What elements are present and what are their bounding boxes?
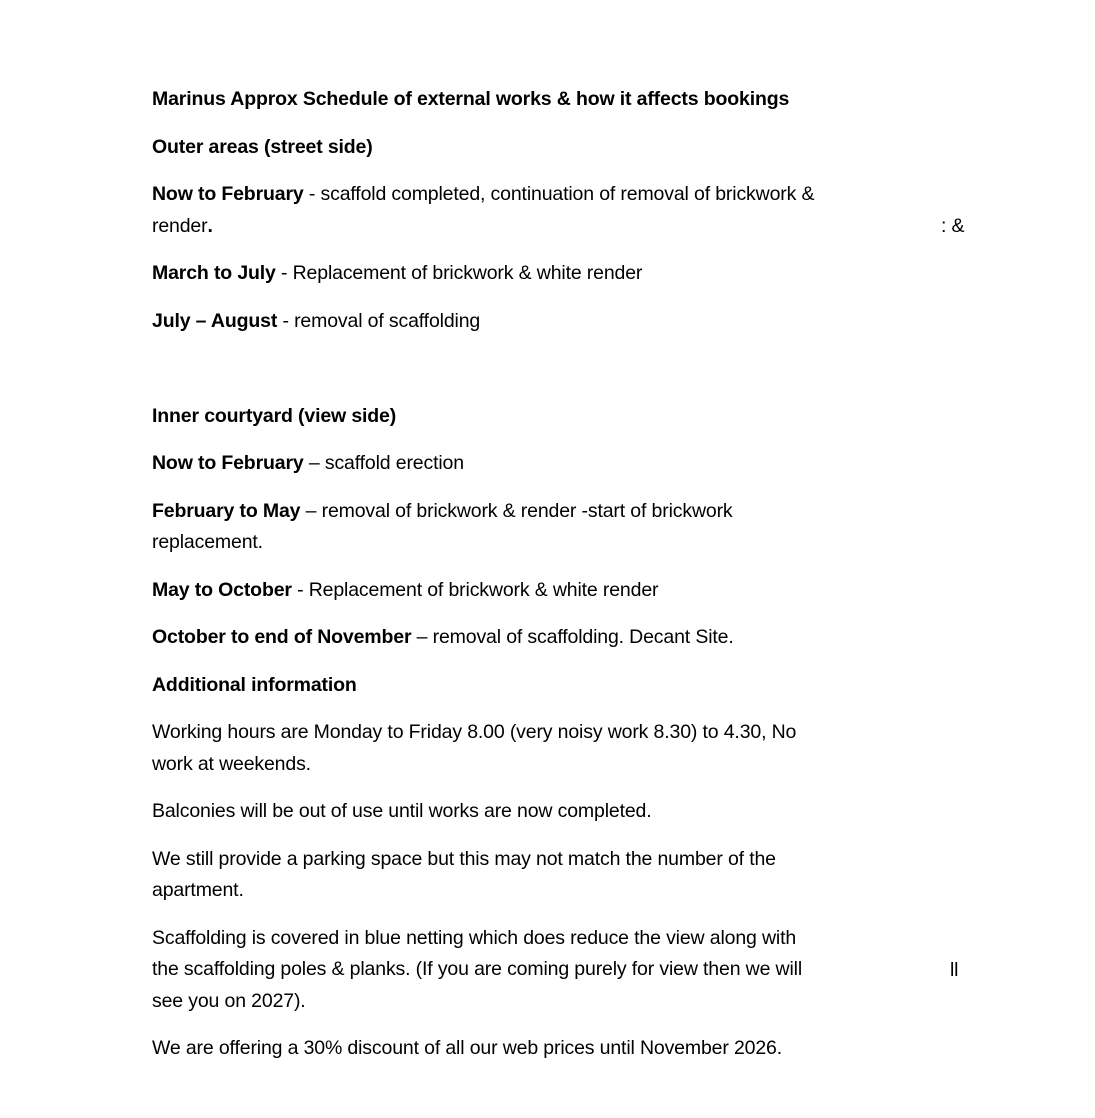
text-line xyxy=(152,84,1032,116)
text-run: apartment. xyxy=(152,879,244,901)
text-run: - removal of scaffolding xyxy=(277,309,481,332)
text-run: the scaffolding poles & planks. (If you are coming purely for view then we will xyxy=(152,958,803,980)
text-run-bold: Additional information xyxy=(152,673,357,696)
text-line xyxy=(152,496,1032,528)
text-line xyxy=(152,448,1032,480)
text-run: Balconies will be out of use until works are now completed. xyxy=(152,800,652,822)
text-run-bold: Now to February xyxy=(152,452,304,474)
text-line xyxy=(152,211,1032,243)
schedule-item-october-to-november xyxy=(152,622,1032,654)
text-line xyxy=(152,1033,1032,1065)
text-run: - Replacement of brickwork & white render xyxy=(275,262,643,284)
text-run: render xyxy=(152,214,208,237)
text-run: – removal of scaffolding. Decant Site. xyxy=(411,626,734,648)
text-run: – scaffold erection xyxy=(303,452,464,474)
text-run-bold: March to July xyxy=(152,262,276,284)
text-run: - scaffold completed, continuation of removal of brickwork & xyxy=(303,183,815,205)
stray-fragment-ampersand: : & xyxy=(941,215,965,237)
text-line xyxy=(152,575,1032,607)
text-line xyxy=(152,179,1032,211)
text-run: see you on 2027). xyxy=(152,989,306,1012)
text-run-bold: . xyxy=(207,214,213,237)
text-run-bold: July – August xyxy=(152,309,278,332)
schedule-item-may-to-october xyxy=(152,575,1032,607)
heading-inner-courtyard xyxy=(152,401,1032,433)
text-line xyxy=(152,875,1032,907)
text-line xyxy=(152,258,1032,290)
text-run-bold: Outer areas (street side) xyxy=(152,135,373,158)
text-run: Scaffolding is covered in blue netting which does reduce the view along with xyxy=(152,926,797,949)
text-line xyxy=(152,986,1032,1018)
blank-paragraph xyxy=(152,353,1032,385)
text-run-bold: February to May xyxy=(152,499,301,522)
schedule-item-february-to-may xyxy=(152,496,1032,559)
schedule-item-july-august xyxy=(152,306,1032,338)
text-run-bold: Now to February xyxy=(152,183,304,205)
text-run: - Replacement of brickwork & white render xyxy=(291,578,659,601)
schedule-item-now-to-february-inner xyxy=(152,448,1032,480)
text-run-bold: October to end of November xyxy=(152,626,412,648)
text-line xyxy=(152,401,1032,433)
text-line xyxy=(152,132,1032,164)
text-run-bold: Marinus Approx Schedule of external works & how it affects bookings xyxy=(152,88,790,110)
text-line xyxy=(152,622,1032,654)
stray-fragment-ll: ll xyxy=(950,959,959,981)
heading-outer-areas xyxy=(152,132,1032,164)
info-scaffolding-netting xyxy=(152,923,1032,1018)
info-balconies xyxy=(152,796,1032,828)
text-run: We are offering a 30% discount of all our web prices until November 2026. xyxy=(152,1037,783,1059)
schedule-item-march-to-july xyxy=(152,258,1032,290)
text-line xyxy=(152,844,1032,876)
info-working-hours xyxy=(152,717,1032,780)
schedule-item-now-to-february-outer xyxy=(152,179,1032,242)
text-run-bold: Inner courtyard (view side) xyxy=(152,404,397,427)
text-line xyxy=(152,717,1032,749)
text-line xyxy=(152,749,1032,781)
text-line xyxy=(152,796,1032,828)
text-run: – removal of brickwork & render -start of brickwork xyxy=(300,499,733,522)
text-run: replacement. xyxy=(152,531,263,553)
text-run: work at weekends. xyxy=(152,752,311,775)
text-run-bold: May to October xyxy=(152,578,292,601)
info-parking xyxy=(152,844,1032,907)
text-line xyxy=(152,527,1032,559)
heading-additional-information xyxy=(152,670,1032,702)
text-line xyxy=(152,954,1032,986)
text-line xyxy=(152,306,1032,338)
text-run: Working hours are Monday to Friday 8.00 (very noisy work 8.30) to 4.30, No xyxy=(152,721,797,743)
text-line xyxy=(152,353,1032,385)
text-line xyxy=(152,923,1032,955)
text-line xyxy=(152,670,1032,702)
document-body xyxy=(152,84,1032,1081)
text-run: We still provide a parking space but this may not match the number of the xyxy=(152,847,776,870)
document-title xyxy=(152,84,1032,116)
info-discount xyxy=(152,1033,1032,1065)
